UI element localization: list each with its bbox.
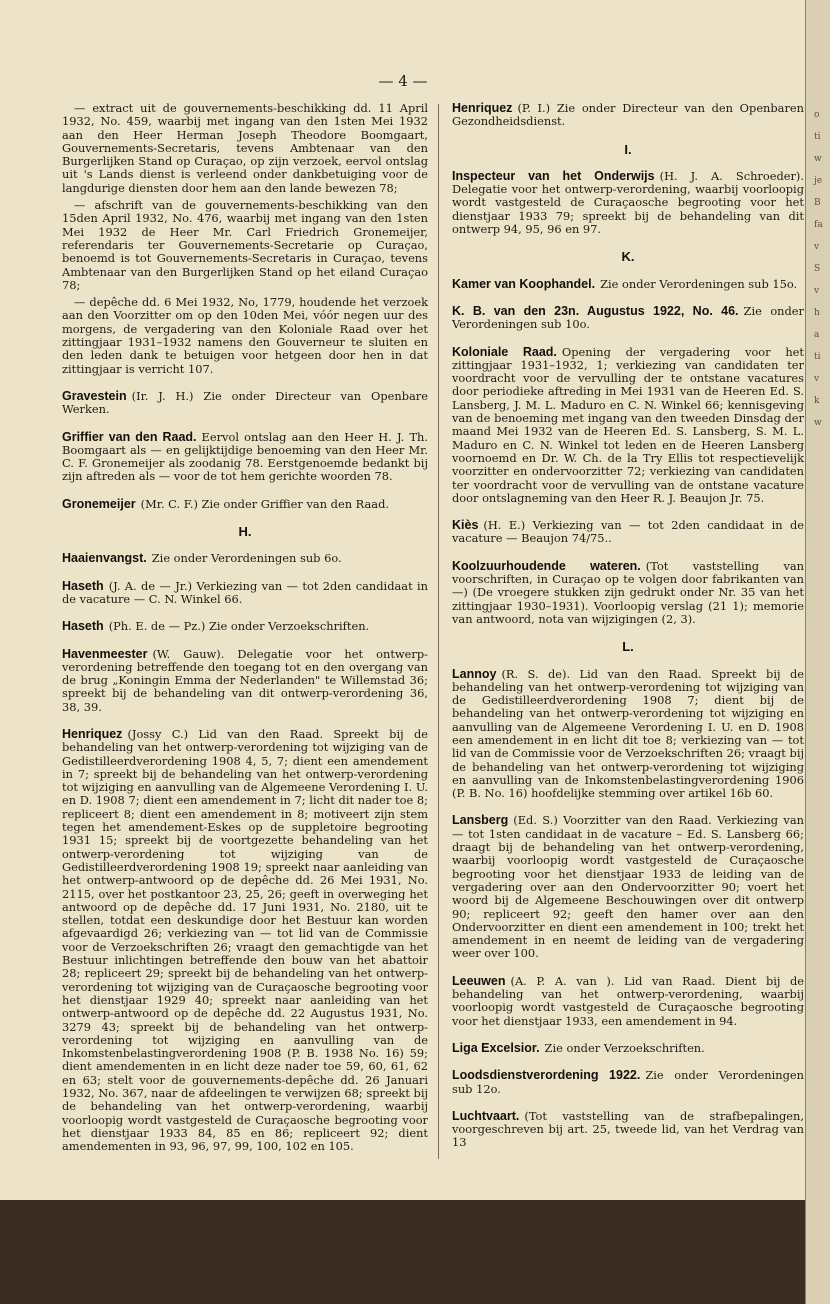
intro-paragraph: — depêche dd. 6 Mei 1932, No, 1779, houdende het verzoek aan den Voorzitter om op den 10den Mei, vóór negen uur des morgens, de vergadering van den Koloniale Raad over het zittingjaar 1931–1932 namens den Gouverneur te sluiten en den leden dank te betuigen voor hetgeen door hen in dat zittingjaar is verricht 107.: [62, 295, 428, 376]
edge-fragment: o: [814, 110, 820, 120]
index-entry: [452, 278, 804, 291]
entry-text: (Ir. J. H.) Zie onder Directeur van Openbare Werken.: [62, 388, 428, 417]
next-page-edge: [805, 0, 830, 1304]
edge-fragment: h: [814, 308, 820, 318]
entry-text: Zie onder Verordeningen sub 15o.: [600, 276, 798, 291]
entry-text: (Tot vaststelling van voorschriften, in Curaçao op te volgen door fabrikanten van —) (De vroegere stukken zijn gedrukt onder Nr. 35 van het zittingjaar 1930–1931). Voorloopig verslag (21 1); memorie van antwoord, nota van wijzigingen (2, 3).: [452, 558, 805, 626]
edge-fragment: S: [814, 264, 821, 274]
column-divider: [438, 104, 439, 1159]
entry-heading: Lannoy: [452, 666, 497, 681]
index-entry: [62, 728, 428, 1154]
index-entry: [62, 498, 428, 511]
index-entry: [62, 431, 428, 484]
left-entries: [62, 390, 428, 1154]
index-entry: [452, 560, 804, 626]
edge-fragment: v: [814, 374, 820, 384]
entry-heading: Havenmeester: [62, 646, 148, 661]
entry-heading: K. B. van den 23n. Augustus 1922, No. 46.: [452, 303, 739, 318]
index-entry: [452, 1110, 804, 1150]
entry-heading: Henriquez: [452, 101, 513, 115]
index-entry: [452, 1069, 804, 1096]
edge-fragment: w: [814, 418, 822, 428]
left-intro: [62, 102, 428, 376]
entry-heading: Koolzuurhoudende wateren.: [452, 558, 641, 573]
entry-text: (R. S. de). Lid van den Raad. Spreekt bij de behandeling van het ontwerp-verordening tot wijziging van de Gedistilleerdverordening 1908 7; dient bij de behandeling van het ontwerp-verordening tot wijziging en aanvulling van de Algemeene Verordening I. U. en D. 1908 een amendement in en licht dit toe 8; verkiezing van — tot lid van de Commissie voor de Verzoekschriften 26; vraagt bij de behandeling van het ontwerp-verordening tot wijziging en aanvulling van de Inkomstenbelastingverordening 1906 (P. B. No. 16) hoofdelijke stemming over artikel 16b 60.: [452, 666, 804, 801]
right-column: [452, 102, 804, 1164]
right-entries: [452, 102, 804, 1150]
entry-heading: Lansberg: [452, 813, 509, 828]
entry-text: (Ph. E. de — Pz.) Zie onder Verzoekschriften.: [108, 619, 370, 634]
entry-text: Zie onder Verzoekschriften.: [544, 1040, 705, 1055]
edge-fragment: ti: [814, 352, 821, 362]
entry-text: Zie onder Verordeningen sub 10o.: [452, 303, 804, 332]
entry-heading: Koloniale Raad.: [452, 344, 557, 359]
entry-text: Zie onder Verordeningen sub 6o.: [151, 551, 342, 566]
entry-heading: Liga Excelsior.: [452, 1040, 540, 1055]
entry-heading: Leeuwen: [452, 973, 506, 988]
entry-text: (A. P. A. van ). Lid van Raad. Dient bij de behandeling van het ontwerp-verordening, waarbij voorloopig wordt vastgesteld de Curaçaosche begrooting voor het dienstjaar 1933, een amendement in 94.: [452, 973, 804, 1028]
index-entry: [62, 552, 428, 565]
section-letter: H.: [238, 524, 252, 540]
index-entry: [452, 1042, 804, 1055]
edge-fragment: B: [814, 198, 821, 208]
index-entry: [452, 975, 804, 1028]
entry-text: (J. A. de — Jr.) Verkiezing van — tot 2den candidaat in de vacature — C. N. Winkel 66.: [62, 578, 428, 606]
edge-fragment: w: [814, 154, 822, 164]
entry-text: (Ed. S.) Voorzitter van den Raad. Verkiezing van — tot 1sten candidaat in de vacature – Ed. S. Lansberg 66; draagt bij de behandeling van het ontwerp-verordening, waarbij voorloopig wordt vastgesteld de Curaçaosche begrooting voor het dienstjaar 1933 de leiding van de vergadering over aan den Ondervoorzitter 90; voert het woord bij de Algemeene Beschouwingen over dit ontwerp 90; repliceert 92; geeft den hamer over aan den Ondervoorzitter en dient een amendement in 100; trekt het amendement in en neemt de leiding van de vergadering weer over 100.: [452, 813, 804, 961]
index-entry: [452, 346, 804, 506]
edge-fragment: v: [814, 242, 820, 252]
entry-text: (Jossy C.) Lid van den Raad. Spreekt bij de behandeling van het ontwerp-verordening tot wijziging van de Gedistilleerdverordening 1908 4, 5, 7; dient een amendement in 7; spreekt bij de behandeling van het ontwerp-verordening tot wijziging en aanvulling van de Algemeene Verordening I. U. en D. 1908 7; dient een amendement in 7; licht dit nader toe 8; repliceert 8; dient een amendement in 8; motiveert zijn stem tegen het amendement-Eskes op de suppletoire begrooting 1931 15; spreekt bij de voortgezette behandeling van het ontwerp-verordening tot wijziging van de Gedistilleerdverordening 1908 19; spreekt naar aanleiding van het ontwerp-antwoord op de depêche dd. 26 Mei 1931, No. 2115, over het postkantoor 23, 25, 26; geeft in overweging het antwoord op de depêche dd. 17 Juni 1931, No. 2180, uit te stellen, totdat een deskundige door het Bestuur kan worden afgevaardigd 26; verkiezing van — tot lid van de Commissie voor de Verzoekschriften 26; vraagt den gemachtigde van het Bestuur inlichtingen betreffende den bouw van het abattoir 28; repliceert 29; spreekt bij de behandeling van het ontwerp-verordening tot wijziging van de Curaçaosche begrooting voor het dienstjaar 1929 40; spreekt naar aanleiding van het ontwerp-antwoord op de depêche dd. 22 Augustus 1931, No. 3279 43; spreekt bij de behandeling van het ontwerp-verordening tot wijziging en aanvulling van de Inkomstenbelastingverordening 1908 (P. B. 1938 No. 16) 59; dient amendementen in en licht deze nader toe 59, 60, 61, 62 en 63; stelt voor de gouvernements-depêche dd. 26 Januari 1932, No. 367, naar de afdeelingen te verwijzen 68; spreekt bij de behandeling van het ontwerp-verordening, waarbij voorloopig wordt vastgesteld de Curaçaosche begrooting voor het dienstjaar 1933 84, 85 en 86; repliceert 92; dient amendementen in 93, 96, 97, 99, 100, 102 en 105.: [62, 726, 428, 1154]
section-letter: I.: [624, 141, 632, 157]
entry-heading: Griffier van den Raad.: [62, 429, 197, 444]
entry-text: Opening der vergadering voor het zittingjaar 1931–1932, 1; verkiezing van candidaten ter voordracht voor de vervulling der te ontstane vacatures door periodieke aftreding in Mei 1931 van de Heeren Ed. S. Lansberg, J. M. L. Maduro en C. N. Winkel 66; kennisgeving van de benoeming met ingang van den tweeden Dinsdag der maand Mei 1932 van de Heeren Ed. S. Lansberg, S. M. L. Maduro en C. N. Winkel tot leden en de Heeren Lansberg voornoemd en Dr. W. Ch. de la Try Ellis tot respectievelijk voorzitter en ondervoorzitter 72; verkiezing van candidaten ter voordracht voor de vervulling van de ontstane vacature door ontslagneming van den Heer R. J. Beaujon Jr. 75.: [452, 344, 804, 505]
entry-heading: Kiès: [452, 518, 479, 533]
entry-heading: Gronemeijer: [62, 496, 136, 511]
entry-text: Eervol ontslag aan den Heer H. J. Th. Boomgaart als — en gelijktijdige benoeming van den Heer Mr. C. F. Gronemeijer als zoodanig 78. Eerstgenoemde bedankt bij zijn aftreden als — voor de tot hem gerichte woorden 78.: [62, 429, 428, 484]
index-entry: [62, 620, 428, 633]
left-column: [62, 102, 428, 1167]
entry-heading: Loodsdienstverordening 1922.: [452, 1068, 641, 1083]
entry-heading: Luchtvaart.: [452, 1108, 520, 1123]
index-entry: [452, 170, 804, 236]
intro-paragraph: — afschrift van de gouvernements-beschikking van den 15den April 1932, No. 476, waarbij met ingang van den 1sten Mei 1932 de Heer Mr. Carl Friedrich Gronemeijer, referendaris ter Gouvernements-Secretarie op Curaçao, benoemd is tot Gouvernements-Secretaris in Curaçao, tevens Ambtenaar van den Burgerlijken Stand op het eiland Curaçao 78;: [62, 198, 428, 292]
entry-heading: Haseth: [62, 619, 104, 634]
entry-text: (Tot vaststelling van de strafbepalingen, voorgeschreven bij art. 25, tweede lid, van het Verdrag van 13: [452, 1108, 804, 1150]
entry-heading: Haaienvangst.: [62, 551, 147, 566]
edge-fragment: k: [814, 396, 820, 406]
index-entry: [452, 305, 804, 332]
entry-text: (H. E.) Verkiezing van — tot 2den candidaat in de vacature — Beaujon 74/75..: [452, 518, 804, 546]
index-entry: [452, 519, 804, 546]
index-entry: [62, 648, 428, 714]
entry-heading: Haseth: [62, 578, 104, 593]
entry-heading: Kamer van Koophandel.: [452, 276, 596, 291]
index-entry: [452, 102, 804, 129]
entry-heading: Gravestein: [62, 388, 127, 403]
index-entry: [452, 814, 804, 960]
entry-heading: Inspecteur van het Onderwijs: [452, 168, 655, 183]
section-letter: L.: [622, 639, 634, 655]
edge-fragment: je: [814, 176, 823, 186]
entry-text: (P. I.) Zie onder Directeur van den Openbaren Gezondheidsdienst.: [452, 101, 804, 129]
index-entry: [452, 668, 804, 801]
entry-text: (W. Gauw). Delegatie voor het ontwerp-verordening betreffende den toegang tot en den overgang van de brug „Koningin Emma der Nederlanden" te Willemstad 36; spreekt bij de behandeling van dit ontwerp-verordening 36, 38, 39.: [62, 646, 428, 714]
section-letter: K.: [621, 249, 635, 265]
edge-fragment: v: [814, 286, 820, 296]
entry-text: Zie onder Verordeningen sub 12o.: [452, 1068, 804, 1096]
entry-heading: Henriquez: [62, 726, 123, 741]
entry-text: (H. J. A. Schroeder). Delegatie voor het ontwerp-verordening, waarbij voorloopig wordt vastgesteld de Curaçaosche begrooting voor het dienstjaar 1933 79; spreekt bij de behandeling van dit ontwerp 94, 95, 96 en 97.: [452, 168, 804, 237]
intro-paragraph: — extract uit de gouvernements-beschikking dd. 11 April 1932, No. 459, waarbij met ingang van den 1sten Mei 1932 aan den Heer Herman Joseph Theodore Boomgaart, Gouvernements-Secretaris, tevens Ambtenaar van den Burgerlijken Stand op Curaçao, op zijn verzoek, eervol ontslag uit 's Lands dienst is verleend onder dankbetuiging voor de langdurige diensten door hem aan den lande bewezen 78;: [62, 101, 428, 195]
index-entry: [62, 390, 428, 417]
page-number: — 4 —: [378, 72, 428, 90]
edge-fragment: a: [814, 330, 820, 340]
entry-text: (Mr. C. F.) Zie onder Griffier van den Raad.: [140, 496, 389, 511]
index-entry: [62, 580, 428, 607]
edge-fragment: ti: [814, 132, 821, 142]
edge-fragment: fa: [814, 220, 823, 230]
